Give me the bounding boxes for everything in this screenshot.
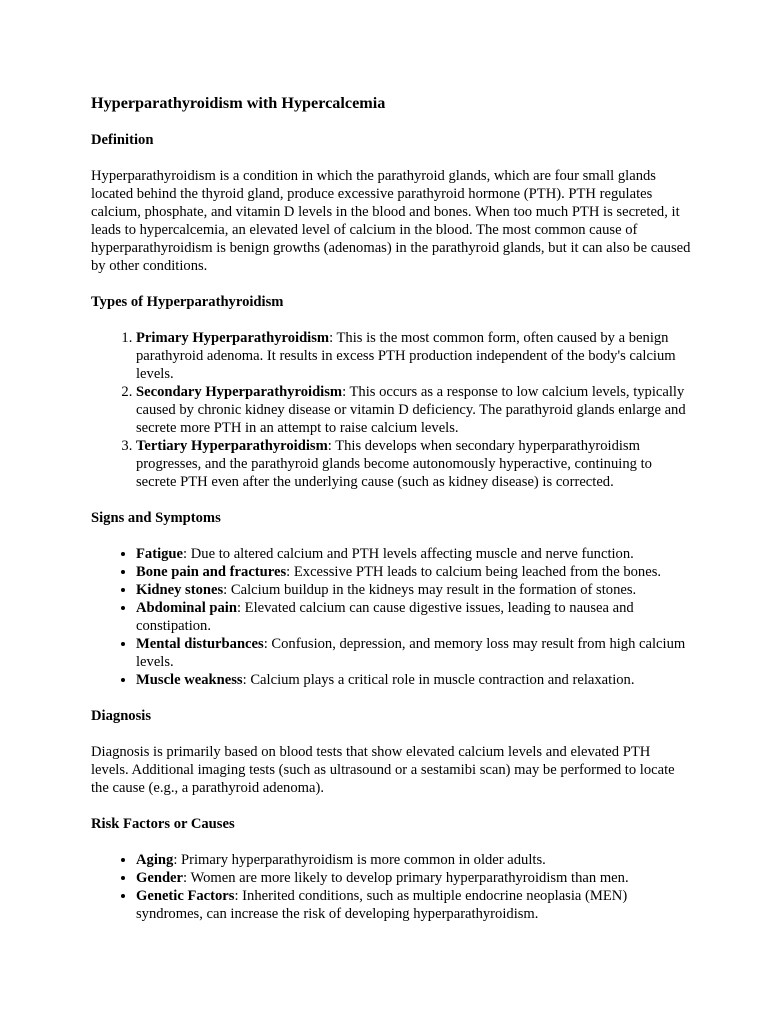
document-page <box>91 93 691 941</box>
signs-heading: Signs and Symptoms <box>91 510 221 526</box>
list-item-desc: : This is the most common form, often caused by a benign parathyroid adenoma. It results in excess PTH production independent of the body's calcium levels. <box>136 330 676 382</box>
list-item-term: Genetic Factors <box>136 888 235 904</box>
list-item-term: Kidney stones <box>136 582 224 598</box>
list-item-term: Abdominal pain <box>136 600 237 616</box>
list-item-term: Primary Hyperparathyroidism <box>136 330 330 346</box>
list-item <box>136 563 691 581</box>
list-item-term: Bone pain and fractures <box>136 564 287 580</box>
list-item <box>136 671 691 689</box>
definition-heading: Definition <box>91 132 154 148</box>
list-item <box>136 437 691 491</box>
list-item-desc: : Primary hyperparathyroidism is more common in older adults. <box>173 852 546 868</box>
types-list <box>91 329 691 491</box>
list-item-term: Mental disturbances <box>136 636 264 652</box>
list-item <box>136 329 691 383</box>
list-item <box>136 851 691 869</box>
list-item <box>136 383 691 437</box>
list-item <box>136 545 691 563</box>
list-item-term: Muscle weakness <box>136 672 243 688</box>
risk-list <box>91 851 691 923</box>
list-item <box>136 869 691 887</box>
list-item-desc: : This develops when secondary hyperparathyroidism progresses, and the parathyroid glands become autonomously hyperactive, continuing to secrete PTH even after the underlying cause (such as kidney disease) is corrected. <box>136 438 652 490</box>
list-item-desc: : Women are more likely to develop primary hyperparathyroidism than men. <box>183 870 629 886</box>
list-item <box>136 581 691 599</box>
list-item <box>136 599 691 635</box>
list-item-desc: : Confusion, depression, and memory loss may result from high calcium levels. <box>136 636 686 670</box>
list-item-term: Aging <box>136 852 174 868</box>
list-item-desc: : Excessive PTH leads to calcium being leached from the bones. <box>286 564 662 580</box>
list-item-desc: : Calcium plays a critical role in muscle contraction and relaxation. <box>242 672 635 688</box>
diagnosis-paragraph: Diagnosis is primarily based on blood tests that show elevated calcium levels and elevated PTH levels. Additional imaging tests (such as ultrasound or a sestamibi scan) may be performed to locate the cause (e.g., a parathyroid adenoma). <box>91 744 675 796</box>
document-title: Hyperparathyroidism with Hypercalcemia <box>91 94 386 112</box>
definition-paragraph: Hyperparathyroidism is a condition in which the parathyroid glands, which are four small glands located behind the thyroid gland, produce excessive parathyroid hormone (PTH). PTH regulates calcium, phosphate, and vitamin D levels in the blood and bones. When too much PTH is secreted, it leads to hypercalcemia, an elevated level of calcium in the blood. The most common cause of hyperparathyroidism is benign growths (adenomas) in the parathyroid glands, but it can also be caused by other conditions. <box>91 168 691 274</box>
diagnosis-heading: Diagnosis <box>91 708 152 724</box>
list-item-term: Gender <box>136 870 184 886</box>
signs-list <box>91 545 691 689</box>
list-item-desc: : Elevated calcium can cause digestive issues, leading to nausea and constipation. <box>136 600 634 634</box>
list-item-desc: : Calcium buildup in the kidneys may result in the formation of stones. <box>223 582 637 598</box>
list-item <box>136 635 691 671</box>
list-item-term: Secondary Hyperparathyroidism <box>136 384 343 400</box>
list-item-desc: : Inherited conditions, such as multiple endocrine neoplasia (MEN) syndromes, can increase the risk of developing hyperparathyroidism. <box>136 888 628 922</box>
types-heading: Types of Hyperparathyroidism <box>91 294 284 310</box>
list-item-term: Tertiary Hyperparathyroidism <box>136 438 328 454</box>
list-item <box>136 887 691 923</box>
risk-heading: Risk Factors or Causes <box>91 816 235 832</box>
list-item-desc: : Due to altered calcium and PTH levels affecting muscle and nerve function. <box>183 546 634 562</box>
list-item-term: Fatigue <box>136 546 184 562</box>
list-item-desc: : This occurs as a response to low calcium levels, typically caused by chronic kidney disease or vitamin D deficiency. The parathyroid glands enlarge and secrete more PTH in an attempt to raise calcium levels. <box>136 384 686 436</box>
